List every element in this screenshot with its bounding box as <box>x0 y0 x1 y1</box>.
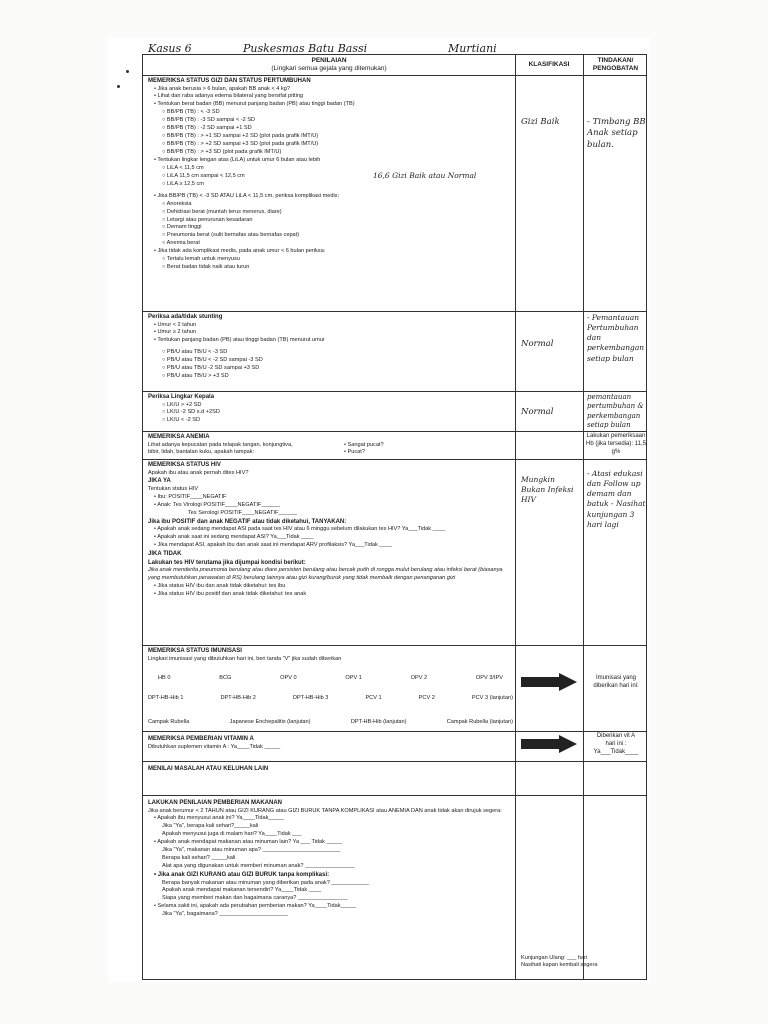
imunisasi-grid <box>148 675 513 725</box>
imunisasi-arrow-icon <box>519 673 579 691</box>
stunting-tindakan: - Pemantauan Pertumbuhan dan perkembangan setiap bulan <box>587 313 645 363</box>
kepala-klasifikasi: Normal <box>521 407 554 417</box>
tindakan-header: TINDAKAN/ PENGOBATAN <box>592 57 639 72</box>
makanan-tindakan: Kunjungan Ulang: ___ hari Nasihati kapan kembali segera <box>521 955 598 969</box>
row-divider <box>143 731 646 732</box>
kasus-label: Kasus 6 <box>148 42 192 55</box>
row-divider <box>143 645 646 646</box>
vitamin-section: MEMERIKSA PEMBERIAN VITAMIN A Dibutuhkan suplemen vitamin A : Ya____Tidak _____ <box>148 736 281 750</box>
gizi-klasifikasi: Gizi Baik <box>521 117 560 127</box>
puskesmas-label: Puskesmas Batu Bassi <box>243 42 368 55</box>
row-divider <box>143 431 646 432</box>
gizi-hand-note: 16,6 Gizi Baik atau Normal <box>373 171 477 180</box>
stunting-section: Periksa ada/tidak stunting • Umur < 2 tahun • Umur ≥ 2 tahun • Tentukan panjang badan (PB) atau tinggi badan (TB) menurut umur ○ PB/U atau TB/U < -3 SD ○ PB/U atau TB/U < -2 SD sampai -3 SD ○ PB/U atau TB/U -2 SD sampai +3 SD ○ PB/U atau TB/U > +3 SD <box>148 314 325 380</box>
row-divider <box>143 391 646 392</box>
scan-speck <box>126 70 129 73</box>
gizi-tindakan: - Timbang BB Anak setiap bulan. <box>587 117 646 150</box>
vitamin-arrow-icon <box>519 735 579 753</box>
row-divider <box>143 761 646 762</box>
hiv-tindakan: - Atasi edukasi dan Follow up demam dan batuk - Nasihat kunjungan 3 hari lagi <box>587 469 646 529</box>
klasifikasi-header: KLASIFIKASI <box>528 61 570 68</box>
imunisasi-row-3: Campak Rubella Japanese Enchepalitis (lanjutan) DPT-HB-Hib (lanjutan) Campak Rubella (lanjutan) <box>148 719 513 725</box>
masalah-section: MENILAI MASALAH ATAU KELUHAN LAIN <box>148 766 269 772</box>
penilaian-header: PENILAIAN (Lingkari semua gejala yang ditemukan) <box>271 57 387 72</box>
stunting-klasifikasi: Normal <box>521 339 554 349</box>
imunisasi-tindakan: Imunisasi yang diberikan hari ini: <box>593 675 639 689</box>
assessment-table <box>142 54 647 980</box>
row-divider <box>143 311 646 312</box>
row-divider <box>143 459 646 460</box>
kepala-section: Periksa Lingkar Kepala ○ LK/U > +2 SD ○ LK/U -2 SD s.d +2SD ○ LK/U < -2 SD <box>148 394 220 424</box>
column-divider <box>583 55 584 979</box>
anemia-tindakan: Lakukan pemeriksaan Hb (jika tersedia): 11,5 g% <box>586 433 646 455</box>
makanan-section: LAKUKAN PENILAIAN PEMBERIAN MAKANAN Jika anak berumur < 2 TAHUN atau GIZI KURANG atau GIZI BURUK TANPA KOMPLIKASI atau ANEMIA DAN anak tidak akan dirujuk segera: • Apakah ibu menyusui anak ini? Ya____Tidak_____ Jika "Ya", berapa kali sehari?_____kali Apakah menyusui juga di malam hari? Ya____Tidak ___ • Apakah anak mendapat makanan atau minuman lain? Ya ___ Tidak _____ Jika "Ya", makanan atau minuman apa? _________________________ Berapa kali sehari? _____kali Alat apa yang digunakan untuk memberi minuman anak? ________________ • Jika anak GIZI KURANG atau GIZI BURUK tanpa komplikasi: Berapa banyak makanan atau minuman yang diberikan pada anak? ____________ Apakah anak mendapat makanan tersendiri? Ya____Tidak ____ Siapa yang memberi makan dan bagaimana caranya? ________________ • Selama sakit ini, apakah ada perubahan pemberian makan? Ya____Tidak_____ Jika "Ya", bagaimana? ______________________ <box>148 800 502 918</box>
scanned-form-page <box>108 38 650 982</box>
imunisasi-section: MEMERIKSA STATUS IMUNISASI Lingkari imunisasi yang dibutuhkan hari ini, beri tanda "V" jika sudah diberikan <box>148 648 342 662</box>
scan-speck <box>117 85 120 88</box>
hiv-klasifikasi: Mungkin Bukan Infeksi HIV <box>521 475 574 505</box>
imunisasi-row-2: DPT-HB-Hib 1 DPT-HB-Hib 2 DPT-HB-Hib 3 PCV 1 PCV 2 PCV 3 (lanjutan) <box>148 695 513 701</box>
anemia-section: MEMERIKSA ANEMIA Lihat adanya kepucatan pada telapak tangan, konjungtiva, • Sangat pucat? bibir, lidah, bantalan kuku, apakah tampak: • Pucat? <box>148 434 384 456</box>
gizi-section: MEMERIKSA STATUS GIZI DAN STATUS PERTUMBUHAN • Jika anak berusia > 6 bulan, apakah BB anak < 4 kg? • Lihat dan raba adanya edema bilateral yang bersifat pitting • Tentukan berat badan (BB) menurut panjang badan (PB) atau tinggi badan (TB) ○ BB/PB (TB) : < -3 SD ○ BB/PB (TB) : -3 SD sampai < -2 SD ○ BB/PB (TB) : -2 SD sampai +1 SD ○ BB/PB (TB) : > +1 SD sampai +2 SD (plot pada grafik IMT/U) ○ BB/PB (TB) : > +2 SD sampai +3 SD (plot pada grafik IMT/U) ○ BB/PB (TB) : > +3 SD (plot pada grafik IMT/U) • Tentukan lingkar lengan atas (LiLA) untuk umur 6 bulan atau lebih ○ LiLA < 11,5 cm ○ LiLA 11,5 cm sampai < 12,5 cm ○ LiLA ≥ 12,5 cm • Jika BB/PB (TB) < -3 SD ATAU LiLA < 11,5 cm, periksa komplikasi medis: ○ Anoreksia ○ Dehidrasi berat (muntah terus menerus, diare) ○ Letargi atau penurunan kesadaran ○ Demam tinggi ○ Pneumonia berat (sulit bernafas atau bernafas cepat) ○ Anemia berat • Jika tidak ada komplikasi medis, pada anak umur < 6 bulan periksa: ○ Tertalu lemah untuk menyusu ○ Berat badan tidak naik atau turun <box>148 78 355 271</box>
kepala-tindakan: pemantauan pertumbuhan & perkembangan setiap bulan <box>587 393 644 430</box>
patient-name: Murtiani <box>448 42 497 55</box>
vitamin-tindakan: Diberikan vit A hari ini : Ya___Tidak____ <box>593 733 639 755</box>
row-divider <box>143 75 646 76</box>
row-divider <box>143 795 646 796</box>
hiv-section: MEMERIKSA STATUS HIV Apakah ibu atau anak pernah dites HIV? JIKA YA Tentukan status HIV • Ibu: POSITIF____NEGATIF • Anak: Tes Virologi POSITIF____NEGATIF______ Tes Serologi POSITIF____NEGATIF______ Jika ibu POSITIF dan anak NEGATIF atau tidak diketahui, TANYAKAN: • Apakah anak sedang mendapat ASI pada saat tes HIV atau 6 minggu sebelum dilakukan tes HIV? Ya___Tidak ____ • Apakah anak saat ini sedang mendapat ASI? Ya___Tidak ____ • Jika mendapat ASI, apakah ibu dan anak saat ini mendapat ARV profilaksis? Ya___Tidak ____ JIKA TIDAK Lakukan tes HIV terutama jika dijumpai kondisi berikut: Jika anak menderita pneumonia berulang atau diare persisten berulang atau bercak putih di rongga mulut berulang atau infeksi berat (biasanya yang membutuhkan perawatan di RS) berulang lainnya atau gizi kurang/buruk yang tidak membaik dengan penanganan gizi • Jika status HIV ibu dan anak tidak diketahui: tes ibu • Jika status HIV ibu positif dan anak tidak diketahui: tes anak <box>148 462 503 597</box>
imunisasi-row-1: HB 0 BCG OPV 0 OPV 1 OPV 2 OPV 3/IPV <box>158 675 503 681</box>
